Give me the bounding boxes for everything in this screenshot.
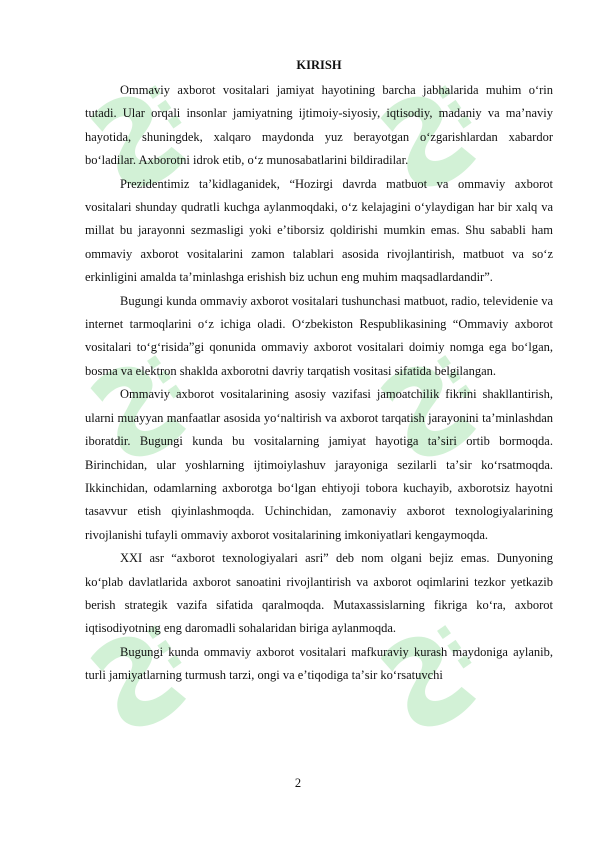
paragraph: Bugungi kunda ommaviy axborot vositalari mafkuraviy kurash maydoniga aylanib, turli jamiyatlarning turmush tarzi, ongi va eʼtiqodiga taʼsir koʻrsatuvchi [85,644,553,683]
paragraph: Prezidentimiz taʼkidlaganidek, “Hozirgi davrda matbuot va ommaviy axborot vositalari shunday qudratli kuchga aylanmoqdaki, oʻz kelajagini oʻylaydigan har bir xalq va millat bu jarayonni sezmasligi yoki eʼtiborsiz qoldirishi mumkin emas. Shu sababli ham ommaviy axborot vositalarini zamon talablari asosida rivojlantirish, matbuot va soʻz erkinligini amalda taʼminlashga erishish biz uchun eng muhim maqsadlardandir”. [85,176,553,285]
document-body [85,55,553,688]
page-title: KIRISH [296,58,342,72]
paragraph: Ommaviy axborot vositalarining asosiy vazifasi jamoatchilik fikrini shakllantirish, ularni muayyan manfaatlar asosida yoʻnaltirish va axborot tarqatish jarayonini taʼminlashdan iboratdir. Bugungi kunda bu vositalarning jamiyat hayotiga taʼsiri ortib bormoqda. Birinchidan, ular yoshlarning ijtimoiylashuv jarayoniga sezilarli taʼsir koʻrsatmoqda. Ikkinchidan, odamlarning axborotga boʻlgan ehtiyoji tobora kuchayib, axborotsiz hayotni tasavvur etish qiyinlashmoqda. Uchinchidan, zamonaviy axborot texnologiyalarining rivojlanishi tufayli ommaviy axborot vositalarining imkoniyatlari kengaymoqda. [85,387,553,542]
paragraph: XXI asr “axborot texnologiyalari asri” deb nom olgani bejiz emas. Dunyoning koʻplab davlatlarida axborot sanoatini rivojlantirish va axborot oqimlarini tezkor yetkazib berish strategik vazifa sifatida qaralmoqda. Mutaxassislarning fikriga koʻra, axborot iqtisodiyotning eng daromadli sohalaridan biriga aylanmoqda. [85,551,553,636]
paragraph: Ommaviy axborot vositalari jamiyat hayotining barcha jabhalarida muhim oʻrin tutadi. Ular orqali insonlar jamiyatning ijtimoiy-siyosiy, iqtisodiy, madaniy va maʼnaviy hayotida, shuningdek, xalqaro maydonda yuz berayotgan oʻzgarishlardan xabardor boʻladilar. Axborotni idrok etib, oʻz munosabatlarini bildiradilar. [85,83,553,168]
paragraph: Bugungi kunda ommaviy axborot vositalari tushunchasi matbuot, radio, televidenie va internet tarmoqlarini oʻz ichiga oladi. Oʻzbekiston Respublikasining “Ommaviy axborot vositalari toʻgʻrisida”gi qonunida ommaviy axborot vositalari doimiy nomga ega boʻlgan, bosma va elektron shaklda axborotni davriy tarqatish vositasi sifatida belgilangan. [85,293,553,378]
page-number: 2 [294,776,302,790]
